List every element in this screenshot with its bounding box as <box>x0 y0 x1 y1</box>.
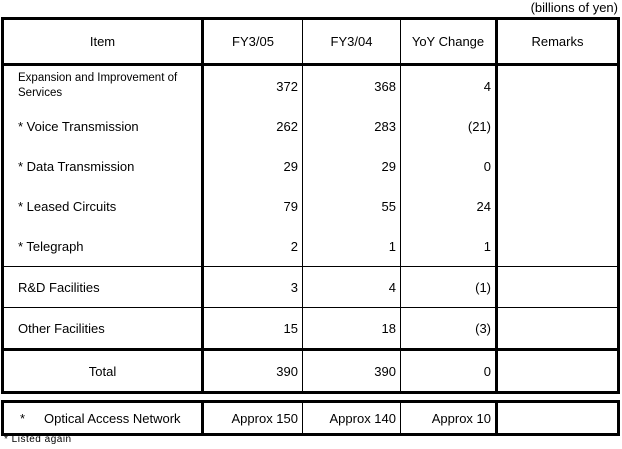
fy05-cell: 372 <box>204 66 303 106</box>
footnote: * Listed again <box>4 434 72 445</box>
header-remarks: Remarks <box>531 34 584 49</box>
supplement-remarks <box>498 403 617 433</box>
yoy-cell: (21) <box>401 106 498 146</box>
total-label: Total <box>4 351 204 391</box>
header-fy04: FY3/04 <box>303 20 401 63</box>
table-row <box>4 146 617 186</box>
fy04-cell: 368 <box>303 66 401 106</box>
remarks-cell <box>498 226 617 266</box>
fy04-cell: 18 <box>303 308 401 348</box>
fy05-cell: 15 <box>204 308 303 348</box>
remarks-cell <box>498 267 617 307</box>
header-item: Item <box>4 20 204 63</box>
fy05-cell: 262 <box>204 106 303 146</box>
table-row <box>4 66 617 106</box>
table-row <box>4 226 617 266</box>
asterisk-marker: * <box>20 410 26 426</box>
fy05-cell: 79 <box>204 186 303 226</box>
supplement-fy05: Approx 150 <box>204 403 303 433</box>
supplement-item: Optical Access Network <box>44 410 181 426</box>
table-row <box>4 266 617 307</box>
item-cell: Other Facilities <box>4 308 204 348</box>
fy04-cell: 1 <box>303 226 401 266</box>
yoy-cell: 0 <box>401 146 498 186</box>
table-row <box>4 106 617 146</box>
supplement-row <box>4 403 617 433</box>
total-fy04: 390 <box>303 351 401 391</box>
remarks-cell <box>498 106 617 146</box>
fy05-cell: 3 <box>204 267 303 307</box>
item-cell: * Leased Circuits <box>4 186 204 226</box>
remarks-cell <box>498 186 617 226</box>
item-cell: Expansion and Improvement of Services <box>4 66 204 106</box>
item-cell: * Voice Transmission <box>4 106 204 146</box>
yoy-cell: (3) <box>401 308 498 348</box>
fy04-cell: 283 <box>303 106 401 146</box>
yoy-cell: 24 <box>401 186 498 226</box>
fy04-cell: 4 <box>303 267 401 307</box>
header-fy05: FY3/05 <box>204 20 303 63</box>
supplement-yoy: Approx 10 <box>401 403 498 433</box>
fy04-cell: 55 <box>303 186 401 226</box>
yoy-cell: 4 <box>401 66 498 106</box>
total-remarks <box>498 351 617 391</box>
item-cell: R&D Facilities <box>4 267 204 307</box>
supplement-item-cell <box>4 403 204 433</box>
unit-label: (billions of yen) <box>530 0 618 15</box>
fy05-cell: 2 <box>204 226 303 266</box>
remarks-cell <box>498 146 617 186</box>
supplement-fy04: Approx 140 <box>303 403 401 433</box>
total-row <box>4 348 617 391</box>
total-yoy: 0 <box>401 351 498 391</box>
yoy-cell: (1) <box>401 267 498 307</box>
item-cell: * Data Transmission <box>4 146 204 186</box>
remarks-cell <box>498 308 617 348</box>
total-fy05: 390 <box>204 351 303 391</box>
table-header-row <box>4 20 617 66</box>
item-cell: * Telegraph <box>4 226 204 266</box>
fy04-cell: 29 <box>303 146 401 186</box>
capex-table <box>1 17 620 394</box>
yoy-cell: 1 <box>401 226 498 266</box>
remarks-cell <box>498 66 617 106</box>
fy05-cell: 29 <box>204 146 303 186</box>
table-row <box>4 186 617 226</box>
header-yoy: YoY Change <box>401 20 498 63</box>
supplement-table <box>1 400 620 436</box>
table-row <box>4 307 617 348</box>
